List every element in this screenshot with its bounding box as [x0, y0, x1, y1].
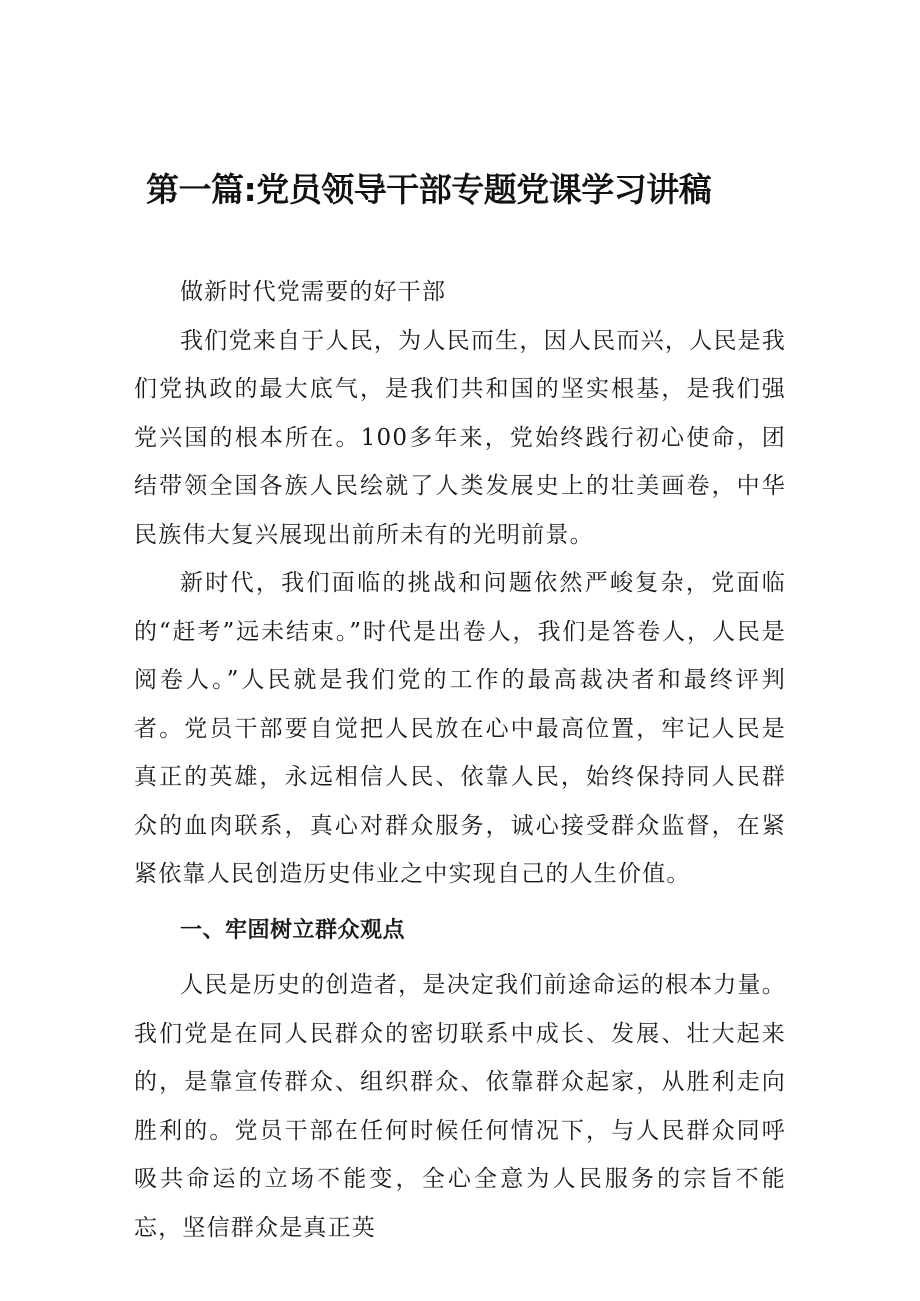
document-body	[134, 268, 786, 1252]
paragraph-intro: 我们党来自于人民，为人民而生，因人民而兴，人民是我们党执政的最大底气，是我们共和国的坚实根基，是我们强党兴国的根本所在。100多年来，党始终践行初心使命，团结带领全国各族人民绘就了人类发展史上的壮美画卷，中华民族伟大复兴展现出前所未有的光明前景。	[134, 327, 786, 548]
document-subtitle: 做新时代党需要的好干部	[180, 279, 447, 305]
paragraph-new-era: 新时代，我们面临的挑战和问题依然严峻复杂，党面临的“赶考”远未结束。”时代是出卷人，我们是答卷人，人民是阅卷人。”人民就是我们党的工作的最高裁决者和最终评判者。党员干部要自觉把人民放在心中最高位置，牢记人民是真正的英雄，永远相信人民、依靠人民，始终保持同人民群众的血肉联系，真心对群众服务，诚心接受群众监督，在紧紧依靠人民创造历史伟业之中实现自己的人生价值。	[134, 570, 786, 887]
document-title: 第一篇:党员领导干部专题党课学习讲稿	[146, 170, 712, 209]
section-heading: 一、牢固树立群众观点	[180, 917, 406, 943]
paragraph-section-one: 人民是历史的创造者，是决定我们前途命运的根本力量。我们党是在同人民群众的密切联系中成长、发展、壮大起来的，是靠宣传群众、组织群众、依靠群众起家，从胜利走向胜利的。党员干部在任何时候任何情况下，与人民群众同呼吸共命运的立场不能变，全心全意为人民服务的宗旨不能忘，坚信群众是真正英	[134, 972, 786, 1241]
